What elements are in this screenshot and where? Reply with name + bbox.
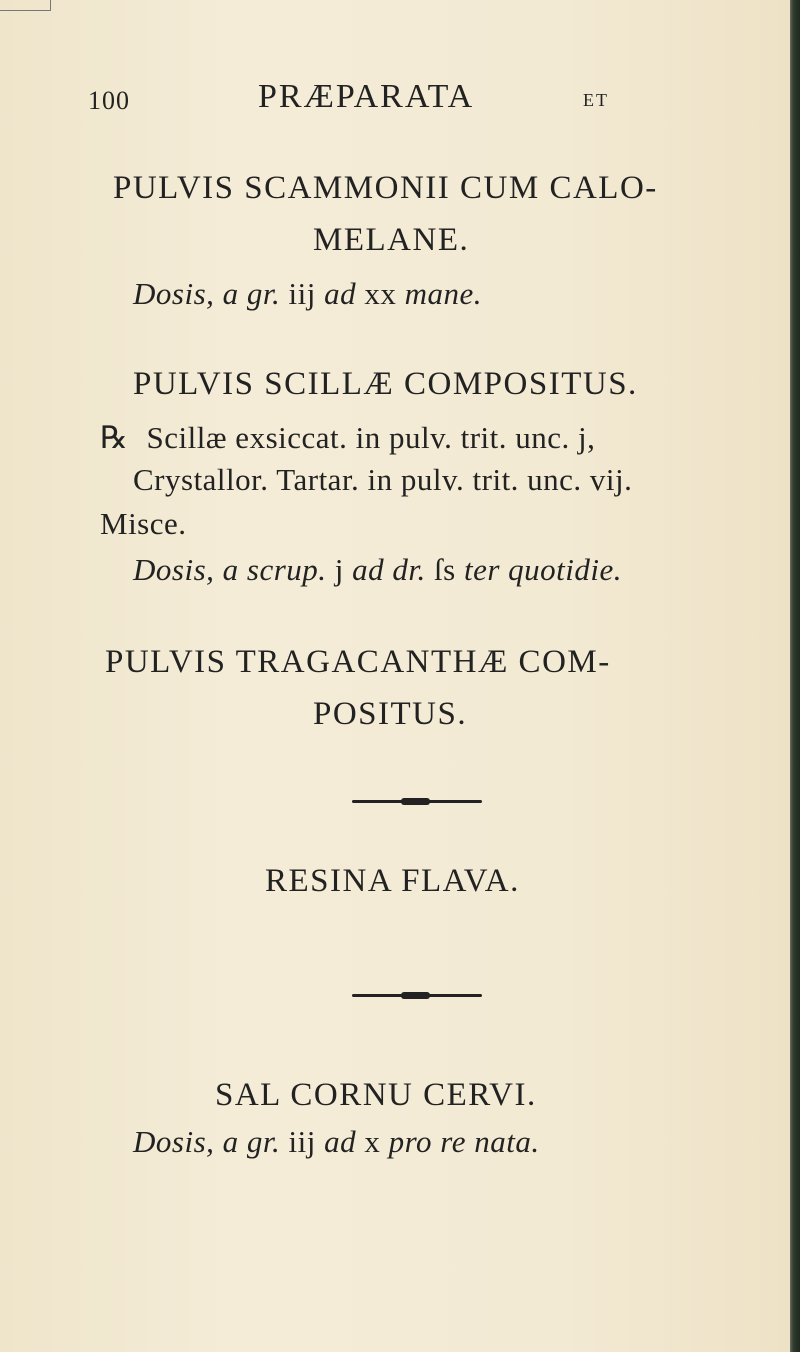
dosis-line-scammonii: Dosis, a gr. iij ad xx mane. (133, 276, 483, 311)
section-title-tragacanthae-line1: PULVIS TRAGACANTHÆ COM- (105, 644, 611, 680)
dosis-line-scillae: Dosis, a scrup. j ad dr. ſs ter quotidie. (133, 552, 623, 587)
section-title-scillae: PULVIS SCILLÆ COMPOSITUS. (133, 366, 638, 402)
section-title-scammonii-line2: MELANE. (313, 222, 470, 258)
section-title-scammonii-line1: PULVIS SCAMMONII CUM CALO- (113, 170, 658, 206)
dosis-label: Dosis, (133, 276, 215, 311)
dosis-line-sal-cornu-cervi: Dosis, a gr. iij ad x pro re nata. (133, 1124, 540, 1159)
recipe-line-1: ℞ Scillæ exsiccat. in pulv. trit. unc. j, (100, 420, 596, 455)
recipe-symbol: ℞ (100, 420, 129, 455)
recipe-line-2: Crystallor. Tartar. in pulv. trit. unc. vij. (133, 462, 633, 497)
section-title-sal-cornu-cervi: SAL CORNU CERVI. (215, 1077, 537, 1113)
page-corner-mark (0, 0, 51, 11)
section-title-tragacanthae-line2: POSITUS. (313, 696, 468, 732)
dosis-label: Dosis, (133, 552, 215, 587)
section-title-resina-flava: RESINA FLAVA. (265, 863, 520, 899)
dosis-label: Dosis, (133, 1124, 215, 1159)
running-head-et: ET (583, 90, 609, 110)
page-edge-binding (790, 0, 800, 1352)
ornamental-rule (352, 994, 482, 997)
misce-line: Misce. (100, 506, 187, 541)
ornamental-rule (352, 800, 482, 803)
running-head: PRÆPARATA (258, 78, 475, 115)
page-number: 100 (88, 86, 130, 115)
